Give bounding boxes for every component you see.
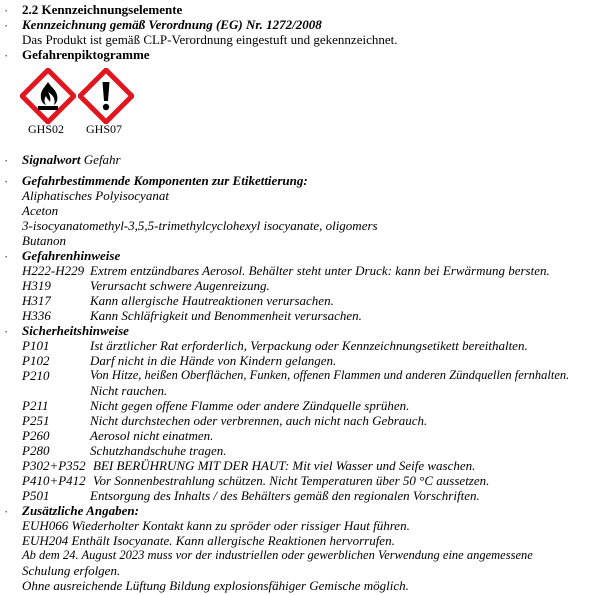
precaution-heading: Sicherheitshinweise xyxy=(22,323,129,338)
components-heading: Gefahrbestimmende Komponenten zur Etikettierung: xyxy=(22,173,308,188)
additional-item: Schulung erfolgen. xyxy=(22,563,121,578)
bullet: · xyxy=(4,18,9,33)
precaution-code: P302+P352 xyxy=(22,458,86,473)
hazard-code: H317 xyxy=(22,293,51,308)
component-item: 3-isocyanatomethyl-3,5,5-trimethylcyclohexyl isocyanate, oligomers xyxy=(22,218,378,233)
bullet: · xyxy=(4,249,9,264)
signal-word xyxy=(22,152,121,167)
bullet: · xyxy=(4,153,9,168)
bullet: · xyxy=(4,174,9,189)
pictogram-code-ghs02: GHS02 xyxy=(28,122,65,136)
flame-icon xyxy=(20,68,76,124)
component-item: Aliphatisches Polyisocyanat xyxy=(22,188,169,203)
hazard-code: H336 xyxy=(22,308,51,323)
precaution-text: Schutzhandschuhe tragen. xyxy=(90,443,227,458)
additional-item: Ab dem 24. August 2023 muss vor der industriellen oder gewerblichen Verwendung eine angemessene xyxy=(22,548,533,562)
hazard-text: Kann allergische Hautreaktionen verursachen. xyxy=(90,293,334,308)
additional-item: EUH204 Enthält Isocyanate. Kann allergische Reaktionen hervorrufen. xyxy=(22,533,395,548)
precaution-code: P210 xyxy=(22,368,50,383)
precaution-text: Darf nicht in die Hände von Kindern gelangen. xyxy=(90,353,337,368)
regulation-heading: Kennzeichnung gemäß Verordnung (EG) Nr. 1272/2008 xyxy=(22,17,322,32)
precaution-code: P102 xyxy=(22,353,50,368)
pictogram-code-ghs07: GHS07 xyxy=(86,122,123,136)
bullet: · xyxy=(4,3,9,18)
precaution-text: BEI BERÜHRUNG MIT DER HAUT: Mit viel Wasser und Seife waschen. xyxy=(93,458,476,473)
section-title: 2.2 Kennzeichnungselemente xyxy=(22,2,183,17)
precaution-text: Vor Sonnenbestrahlung schützen. Nicht Temperaturen über 50 °C aussetzen. xyxy=(93,473,490,488)
precaution-code: P260 xyxy=(22,428,50,443)
precaution-text: Von Hitze, heißen Oberflächen, Funken, offenen Flammen und anderen Zündquellen fernhalten. xyxy=(90,368,570,382)
hazard-text: Kann Schläfrigkeit und Benommenheit verursachen. xyxy=(90,308,362,323)
hazard-heading: Gefahrenhinweise xyxy=(22,248,121,263)
hazard-text: Extrem entzündbares Aerosol. Behälter steht unter Druck: kann bei Erwärmung bersten. xyxy=(90,263,550,278)
precaution-code: P501 xyxy=(22,488,50,503)
precaution-text-continued: Nicht rauchen. xyxy=(90,383,168,398)
precaution-text: Nicht gegen offene Flamme oder andere Zündquelle sprühen. xyxy=(90,398,410,413)
precaution-text: Nicht durchstechen oder verbrennen, auch nicht nach Gebrauch. xyxy=(90,413,428,428)
bullet: · xyxy=(4,48,9,63)
precaution-text: Aerosol nicht einatmen. xyxy=(90,428,214,443)
signal-label: Signalwort xyxy=(22,152,81,167)
bullet: · xyxy=(4,504,9,519)
regulation-text: Das Produkt ist gemäß CLP-Verordnung eingestuft und gekennzeichnet. xyxy=(22,32,398,47)
additional-item: EUH066 Wiederholter Kontakt kann zu spröder oder rissiger Haut führen. xyxy=(22,518,410,533)
hazard-code: H222-H229 xyxy=(22,263,85,278)
precaution-code: P410+P412 xyxy=(22,473,86,488)
component-item: Aceton xyxy=(22,203,59,218)
hazard-code: H319 xyxy=(22,278,51,293)
hazard-text: Verursacht schwere Augenreizung. xyxy=(90,278,270,293)
precaution-text: Ist ärztlicher Rat erforderlich, Verpackung oder Kennzeichnungsetikett bereithalten. xyxy=(90,338,528,353)
pictograms-heading: Gefahrenpiktogramme xyxy=(22,47,150,62)
exclamation-icon xyxy=(78,68,134,124)
additional-item: Ohne ausreichende Lüftung Bildung explosionsfähiger Gemische möglich. xyxy=(22,578,409,593)
precaution-code: P280 xyxy=(22,443,50,458)
bullet: · xyxy=(4,324,9,339)
precaution-code: P101 xyxy=(22,338,50,353)
signal-value: Gefahr xyxy=(83,152,121,167)
additional-heading: Zusätzliche Angaben: xyxy=(22,503,139,518)
precaution-text: Entsorgung des Inhalts / des Behälters gemäß den regionalen Vorschriften. xyxy=(90,488,480,503)
precaution-code: P211 xyxy=(22,398,49,413)
precaution-code: P251 xyxy=(22,413,50,428)
component-item: Butanon xyxy=(22,233,67,248)
